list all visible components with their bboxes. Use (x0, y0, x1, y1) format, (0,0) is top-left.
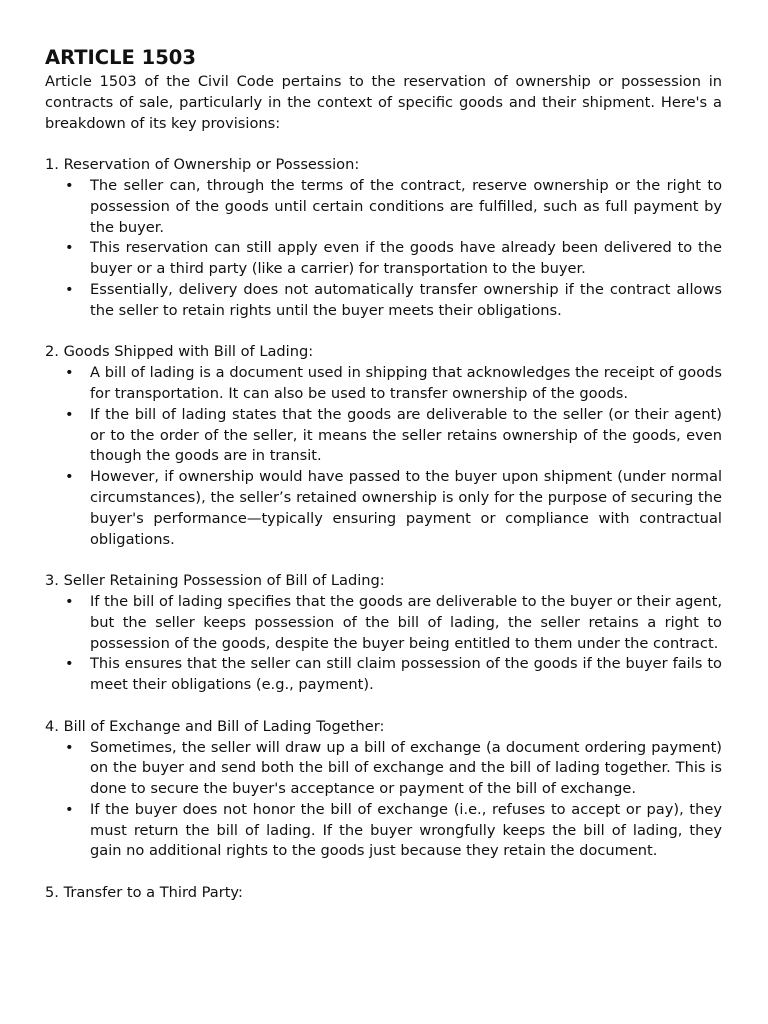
list-item (45, 654, 722, 696)
section-3 (45, 571, 722, 696)
bullet-text: However, if ownership would have passed to the buyer upon shipment (under normal circumstances), the seller’s retained ownership is only for the purpose of securing the buyer's performance—typically ensuring payment or compliance with contractual obligations. (90, 468, 722, 548)
section-heading: 1. Reservation of Ownership or Possession: (45, 156, 360, 174)
list-item (45, 363, 722, 405)
section-heading: 2. Goods Shipped with Bill of Lading: (45, 343, 314, 361)
section-heading: 4. Bill of Exchange and Bill of Lading Together: (45, 717, 385, 735)
bullet-text: If the bill of lading specifies that the goods are deliverable to the buyer or their agent, but the seller keeps possession of the bill of lading, the seller retains a right to possession of the goods, despite the buyer being entitled to them under the contract. (90, 592, 722, 652)
section-2 (45, 342, 722, 550)
bullet-text: A bill of lading is a document used in shipping that acknowledges the receipt of goods for transportation. It can also be used to transfer ownership of the goods. (90, 364, 722, 402)
section-4 (45, 717, 722, 863)
bullet-list (45, 738, 722, 863)
bullet-text: If the bill of lading states that the goods are deliverable to the seller (or their agent) or to the order of the seller, it means the seller retains ownership of the goods, even though the goods are in transit. (90, 405, 722, 465)
bullet-text: This reservation can still apply even if the goods have already been delivered to the buyer or a third party (like a carrier) for transportation to the buyer. (90, 239, 722, 278)
bullet-text: This ensures that the seller can still claim possession of the goods if the buyer fails to meet their obligations (e.g., payment). (90, 655, 722, 694)
sections-container (45, 155, 722, 904)
section-5 (45, 883, 722, 904)
bullet-icon: • (65, 592, 74, 610)
bullet-text: Essentially, delivery does not automatically transfer ownership if the contract allows the seller to retain rights until the buyer meets their obligations. (90, 280, 722, 319)
bullet-icon: • (65, 405, 74, 423)
list-item (45, 467, 722, 550)
bullet-icon: • (65, 176, 74, 194)
bullet-text: Sometimes, the seller will draw up a bill of exchange (a document ordering payment) on the buyer and send both the bill of exchange and the bill of lading together. This is done to secure the buyer's acceptance or payment of the bill of exchange. (90, 738, 722, 798)
list-item (45, 405, 722, 467)
list-item (45, 280, 722, 322)
section-heading: 5. Transfer to a Third Party: (45, 884, 243, 902)
bullet-list (45, 592, 722, 696)
document-title: ARTICLE 1503 (45, 46, 196, 69)
section-heading: 3. Seller Retaining Possession of Bill of Lading: (45, 572, 385, 590)
list-item (45, 238, 722, 280)
list-item (45, 800, 722, 862)
list-item (45, 176, 722, 238)
bullet-text: If the buyer does not honor the bill of exchange (i.e., refuses to accept or pay), they must return the bill of lading. If the buyer wrongfully keeps the bill of lading, they gain no additional rights to the goods just because they retain the document. (90, 800, 722, 860)
bullet-list (45, 363, 722, 550)
bullet-icon: • (65, 800, 74, 818)
list-item (45, 738, 722, 800)
list-item (45, 592, 722, 654)
bullet-icon: • (65, 239, 74, 257)
document-page (45, 44, 722, 904)
bullet-icon: • (65, 655, 74, 673)
bullet-icon: • (65, 364, 74, 382)
bullet-icon: • (65, 280, 74, 298)
bullet-icon: • (65, 738, 74, 756)
bullet-icon: • (65, 468, 74, 486)
bullet-text: The seller can, through the terms of the contract, reserve ownership or the right to possession of the goods until certain conditions are fulfilled, such as full payment by the buyer. (90, 176, 722, 236)
section-1 (45, 155, 722, 321)
intro-paragraph: Article 1503 of the Civil Code pertains to the reservation of ownership or possession in contracts of sale, particularly in the context of specific goods and their shipment. Here's a breakdown of its key provisions: (45, 73, 722, 132)
bullet-list (45, 176, 722, 322)
